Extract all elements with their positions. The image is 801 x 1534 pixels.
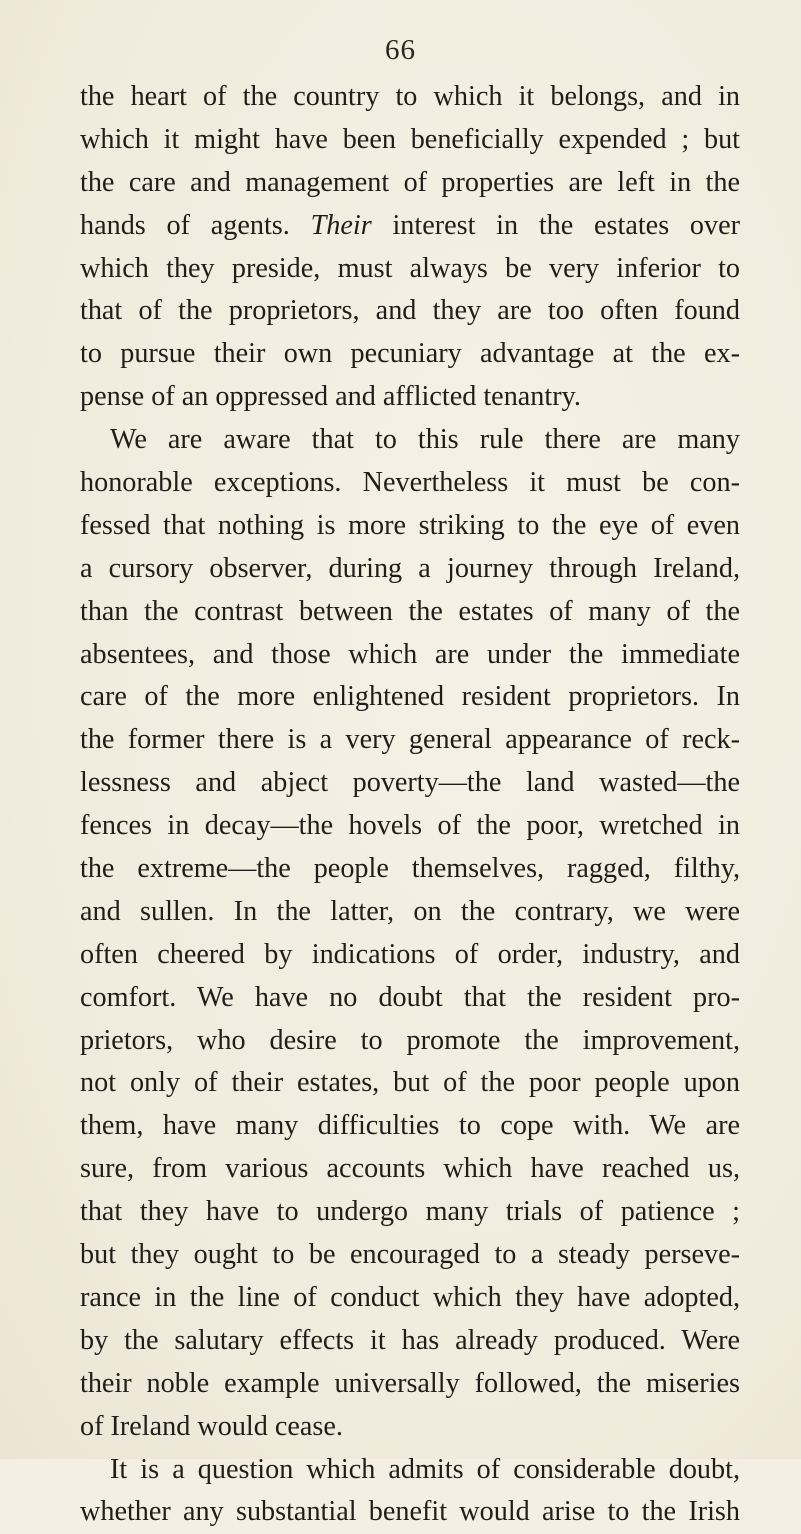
text-line: often cheered by indications of order, industry, and [80, 938, 740, 970]
text-line: honorable exceptions. Nevertheless it must be con- [80, 467, 740, 499]
text-line: them, have many difficulties to cope with. We are [80, 1110, 740, 1142]
text-line: a cursory observer, during a journey through Ireland, [80, 552, 740, 584]
text-line: which they preside, must always be very inferior to [80, 252, 740, 284]
text-line: by the salutary effects it has already produced. Were [80, 1324, 740, 1356]
text-line: care of the more enlightened resident proprietors. In [80, 681, 740, 713]
text-line: that they have to undergo many trials of patience ; [80, 1196, 740, 1228]
text-line: pense of an oppressed and afflicted tenantry. [80, 381, 581, 413]
text-line: the care and management of properties are left in the [80, 166, 740, 198]
text-line: but they ought to be encouraged to a steady perseve- [80, 1239, 740, 1271]
text-line: the former there is a very general appearance of reck- [80, 724, 740, 756]
text-line: their noble example universally followed, the miseries [80, 1367, 740, 1399]
text-line: absentees, and those which are under the immediate [80, 638, 740, 670]
text-line: that of the proprietors, and they are too often found [80, 295, 740, 327]
text-line [80, 205, 740, 248]
page-number: 66 [385, 34, 416, 66]
text-segment: hands of agents. [80, 209, 290, 241]
text-line: and sullen. In the latter, on the contrary, we were [80, 895, 740, 927]
text-line: the heart of the country to which it belongs, and in [80, 81, 740, 112]
text-line: not only of their estates, but of the poor people upon [80, 1067, 740, 1099]
text-line: whether any substantial benefit would arise to the Irish [80, 1496, 740, 1528]
text-line: It is a question which admits of considerable doubt, [110, 1453, 740, 1485]
text-line: fessed that nothing is more striking to the eye of even [80, 509, 740, 541]
body-text [80, 76, 740, 1534]
text-segment: interest in the estates over [392, 209, 741, 241]
text-line: rance in the line of conduct which they have adopted, [80, 1281, 740, 1313]
text-line: lessness and abject poverty—the land wasted—the [80, 767, 740, 799]
text-line: comfort. We have no doubt that the resident pro- [80, 981, 740, 1013]
text-line: to pursue their own pecuniary advantage at the ex- [80, 338, 740, 370]
text-line: the extreme—the people themselves, ragged, filthy, [80, 853, 740, 885]
text-line: which it might have been beneficially expended ; but [80, 123, 740, 155]
text-line: of Ireland would cease. [80, 1410, 343, 1442]
text-line: We are aware that to this rule there are many [110, 424, 740, 456]
text-line: than the contrast between the estates of many of the [80, 595, 740, 627]
italic-word: Their [310, 209, 372, 241]
text-line: fences in decay—the hovels of the poor, wretched in [80, 810, 740, 842]
text-line: sure, from various accounts which have reached us, [80, 1153, 740, 1185]
text-line: prietors, who desire to promote the improvement, [80, 1024, 740, 1056]
